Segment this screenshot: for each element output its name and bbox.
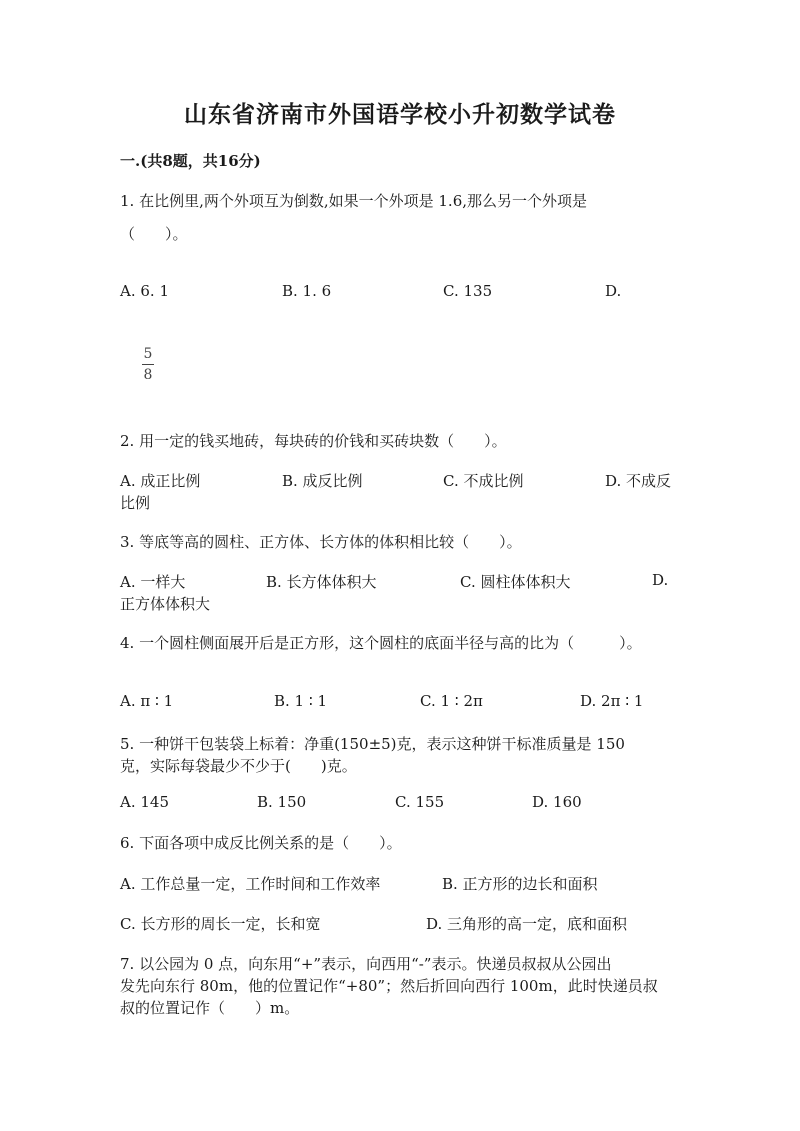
question-2-text: 2. 用一定的钱买地砖，每块砖的价钱和买砖块数（ ）。 [120, 432, 507, 450]
section-heading: 一.(共8题，共16分) [120, 152, 261, 170]
q6-option-a[interactable]: A. 工作总量一定，工作时间和工作效率 [120, 875, 381, 893]
q1-option-b[interactable]: B. 1. 6 [282, 282, 332, 300]
q4-option-c[interactable]: C. 1 ∶ 2π [420, 692, 483, 710]
q2-option-d-wrap: 比例 [120, 494, 151, 512]
q3-option-d-wrap: 正方体体积大 [120, 595, 211, 613]
question-5-text-cont: 克，实际每袋最少不少于( )克。 [120, 757, 357, 775]
question-4-text: 4. 一个圆柱侧面展开后是正方形，这个圆柱的底面半径与高的比为（ ）。 [120, 634, 642, 652]
q6-option-c[interactable]: C. 长方形的周长一定，长和宽 [120, 915, 321, 933]
q2-option-c[interactable]: C. 不成比例 [443, 472, 524, 490]
q4-option-b[interactable]: B. 1 ∶ 1 [274, 692, 328, 710]
fraction-bar [142, 364, 154, 365]
fraction-denominator: 8 [143, 367, 153, 383]
q3-option-b[interactable]: B. 长方体体积大 [266, 573, 377, 591]
q5-option-c[interactable]: C. 155 [395, 793, 445, 811]
q1-option-d[interactable]: D. [605, 282, 622, 300]
q2-option-b[interactable]: B. 成反比例 [282, 472, 363, 490]
question-7-text-end: 叔的位置记作（ ）m。 [120, 999, 300, 1017]
q5-option-b[interactable]: B. 150 [257, 793, 307, 811]
q2-option-d[interactable]: D. 不成反 [605, 472, 672, 490]
question-3-text: 3. 等底等高的圆柱、正方体、长方体的体积相比较（ ）。 [120, 533, 522, 551]
fraction-numerator: 5 [143, 346, 153, 362]
question-1-blank: （ ）。 [120, 225, 188, 243]
q5-option-d[interactable]: D. 160 [532, 793, 582, 811]
q3-option-c[interactable]: C. 圆柱体体积大 [460, 573, 571, 591]
q2-option-a[interactable]: A. 成正比例 [120, 472, 201, 490]
question-7-text: 7. 以公园为 0 点，向东用“+”表示，向西用“-”表示。快递员叔叔从公园出 [120, 955, 612, 973]
q3-option-d[interactable]: D. [652, 571, 669, 589]
q6-option-b[interactable]: B. 正方形的边长和面积 [442, 875, 598, 893]
question-6-text: 6. 下面各项中成反比例关系的是（ ）。 [120, 834, 402, 852]
q1-option-c[interactable]: C. 135 [443, 282, 493, 300]
question-1-text: 1. 在比例里,两个外项互为倒数,如果一个外项是 1.6,那么另一个外项是 [120, 192, 588, 210]
q4-option-a[interactable]: A. π ∶ 1 [120, 692, 174, 710]
page-title: 山东省济南市外国语学校小升初数学试卷 [184, 101, 616, 128]
question-7-text-cont: 发先向东行 80m，他的位置记作“+80”；然后折回向西行 100m，此时快递员叔 [120, 977, 658, 995]
q5-option-a[interactable]: A. 145 [120, 793, 169, 811]
q1-option-d-fraction [142, 346, 154, 383]
q6-option-d[interactable]: D. 三角形的高一定，底和面积 [426, 915, 628, 933]
q3-option-a[interactable]: A. 一样大 [120, 573, 186, 591]
q4-option-d[interactable]: D. 2π ∶ 1 [580, 692, 644, 710]
question-5-text: 5. 一种饼干包装袋上标着：净重(150±5)克，表示这种饼干标准质量是 150 [120, 735, 625, 753]
q1-option-a[interactable]: A. 6. 1 [120, 282, 169, 300]
